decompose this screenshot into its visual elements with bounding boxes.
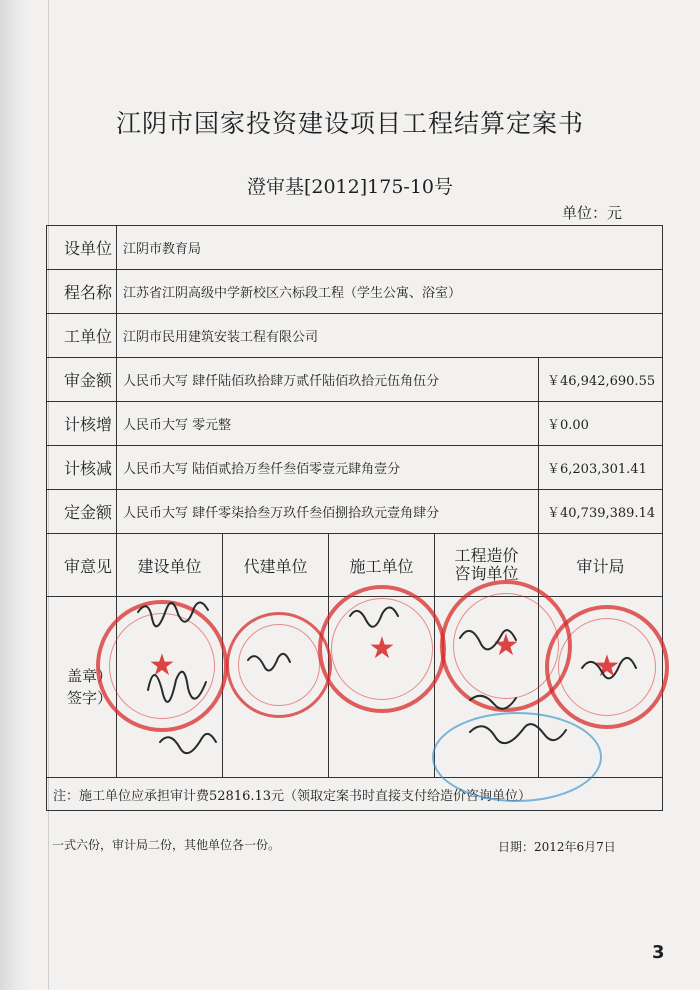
row-label: 计核减 [47, 446, 117, 490]
row-value: 人民币大写 零元整 [117, 402, 539, 446]
row-value: 江阴市民用建筑安装工程有限公司 [117, 314, 663, 358]
opinion-label: 审意见 [47, 534, 117, 597]
row-amount: ￥0.00 [539, 402, 663, 446]
row-value: 人民币大写 陆佰贰拾万叁仟叁佰零壹元肆角壹分 [117, 446, 539, 490]
row-amount: ￥40,739,389.14 [539, 490, 663, 534]
row-label: 程名称 [47, 270, 117, 314]
opinion-col-contractor: 施工单位 [329, 534, 435, 597]
sign-label: 盖章） 签字） [47, 597, 117, 778]
document-number: 澄审基[2012]175-10号 [246, 176, 454, 198]
row-value: 人民币大写 肆仟陆佰玖拾肆万贰仟陆佰玖拾元伍角伍分 [117, 358, 539, 402]
copies-note: 一式六份，审计局二份，其他单位各一份。 [52, 838, 281, 852]
note-text: 注：施工单位应承担审计费52816.13元（领取定案书时直接支付给造价咨询单位） [47, 778, 663, 811]
opinion-col-audit: 审计局 [539, 534, 663, 597]
row-label: 计核增 [47, 402, 117, 446]
row-value: 江阴市教育局 [117, 226, 663, 270]
row-amount: ￥6,203,301.41 [539, 446, 663, 490]
row-value: 江苏省江阴高级中学新校区六标段工程（学生公寓、浴室） [117, 270, 663, 314]
row-amount: ￥46,942,690.55 [539, 358, 663, 402]
opinion-col-consultant: 工程造价 咨询单位 [435, 534, 539, 597]
row-label: 定金额 [47, 490, 117, 534]
star-icon: ★ [368, 631, 396, 666]
row-label: 设单位 [47, 226, 117, 270]
star-icon: ★ [492, 628, 520, 663]
opinion-col-construction: 建设单位 [117, 534, 223, 597]
row-label: 工单位 [47, 314, 117, 358]
document-title: 江阴市国家投资建设项目工程结算定案书 [115, 109, 584, 138]
opinion-col-agent: 代建单位 [223, 534, 329, 597]
document-date: 日期：2012年6月7日 [498, 840, 616, 854]
page-number: 3 [652, 942, 665, 963]
unit-label: 单位：元 [561, 204, 622, 222]
star-icon: ★ [148, 648, 176, 683]
row-value: 人民币大写 肆仟零柒拾叁万玖仟叁佰捌拾玖元壹角肆分 [117, 490, 539, 534]
star-icon: ★ [593, 649, 621, 684]
row-label: 审金额 [47, 358, 117, 402]
